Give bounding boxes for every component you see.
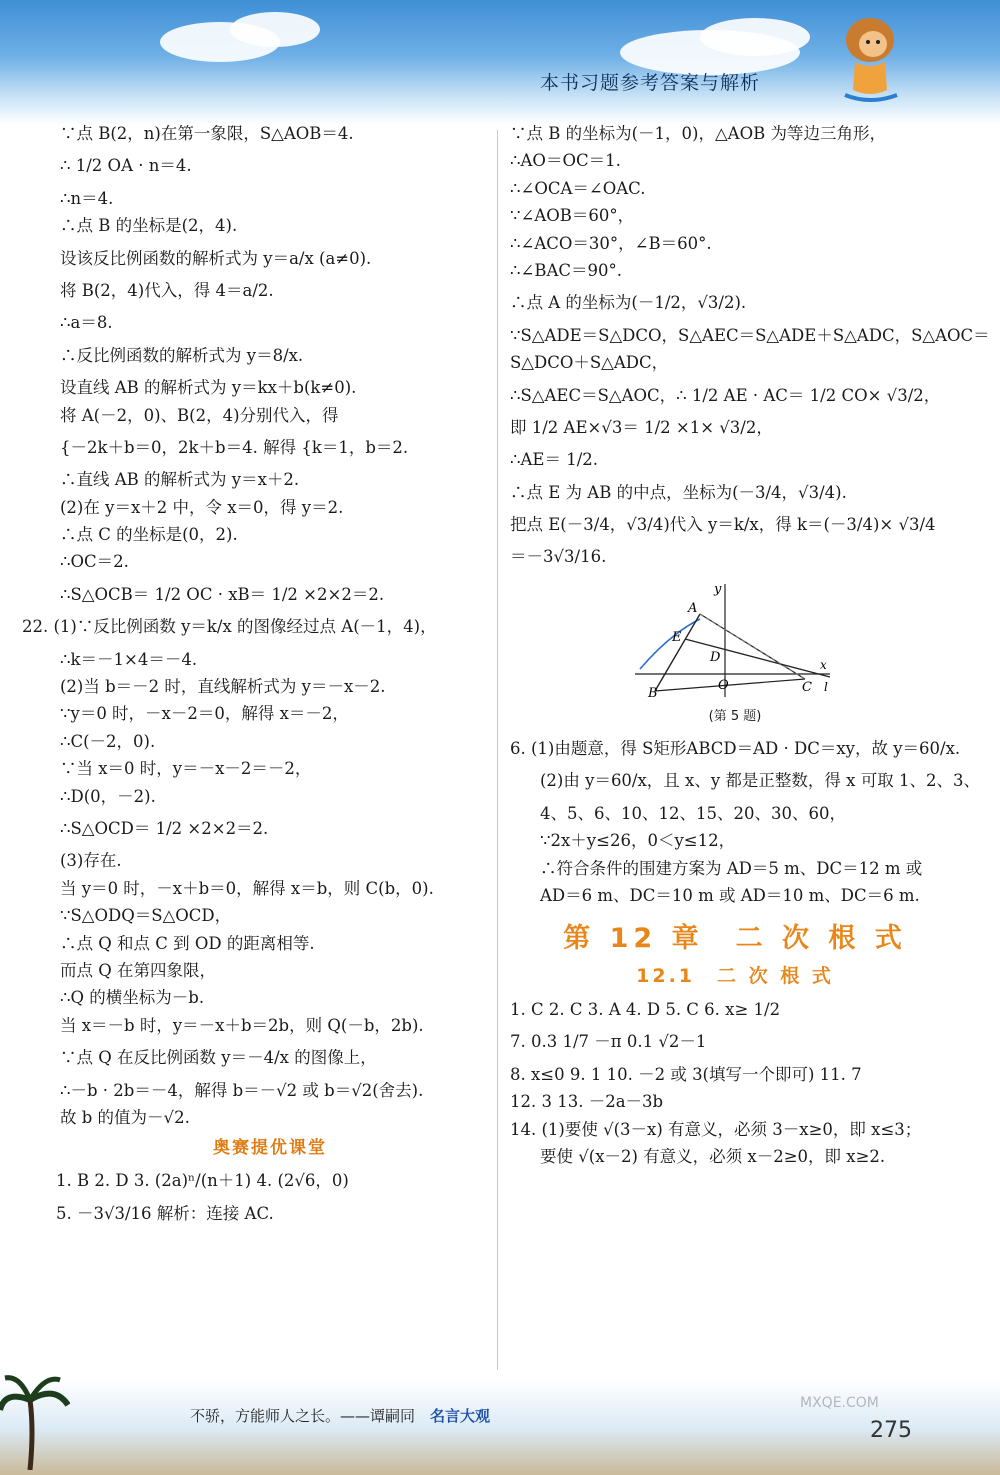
solution-line: ∴ 1/2 OA · n＝4. [60,156,192,176]
solution-line: ∴S△AEC＝S△AOC，∴ 1/2 AE · AC＝ 1/2 CO× √3/2， [510,385,941,405]
cloud-decoration [230,12,320,47]
solution-line: ∵点 B 的坐标为(－1，0)，△AOB 为等边三角形， [510,124,886,143]
solution-line: S△DCO＋S△ADC， [510,353,669,373]
page-header [0,0,1000,125]
solution-line: ∴D(0，－2). [60,786,156,806]
geometry-figure [630,579,840,728]
solution-line: ∵点 B(2，n)在第一象限，S△AOB＝4. [60,124,354,143]
answer-line: 14. (1)要使 √(3－x) 有意义，必须 3－x≥0，即 x≤3； [510,1119,922,1139]
footer-motto: 不骄，方能师人之长。——谭嗣同 [190,1407,416,1425]
section-tag: 奥赛提优课堂 [213,1138,327,1159]
solution-line: ∵y＝0 时，－x－2＝0，解得 x＝－2， [60,704,349,724]
solution-line: ∴S△OCB＝ 1/2 OC · xB＝ 1/2 ×2×2＝2. [60,584,385,604]
solution-line: ∴AO＝OC＝1. [510,151,621,171]
right-column [510,120,990,1171]
solution-line: 将 B(2，4)代入，得 4＝a/2. [60,280,274,300]
solution-line: ∴C(－2，0). [60,731,156,751]
solution-line: 当 x＝－b 时，y＝－x＋b＝2b，则 Q(－b，2b). [60,1015,424,1035]
solution-line: ＝－3√3/16. [510,547,607,567]
solution-line: ∴反比例函数的解析式为 y＝8/x. [60,345,304,365]
solution-line: ∵点 Q 在反比例函数 y＝－4/x 的图像上， [60,1048,377,1068]
header-title: 本书习题参考答案与解析 [540,72,761,94]
solution-line: 设该反比例函数的解析式为 y＝a/x (a≠0). [60,248,372,268]
solution-line: ∴a＝8. [60,313,113,333]
solution-line: ∵S△ODQ＝S△OCD， [60,906,232,926]
figure-label: A [688,600,698,616]
figure-label: x [820,657,827,672]
solution-line: ∴符合条件的围建方案为 AD＝5 m、DC＝12 m 或 [540,858,923,878]
solution-line: ∴直线 AB 的解析式为 y＝x＋2. [60,470,300,490]
solution-line: ∴点 B 的坐标是(2，4). [60,216,238,236]
figure-label: y [714,581,722,597]
figure-label: E [672,629,682,645]
footer-motto-tag: 名言大观 [430,1407,491,1425]
figure-label: C [802,679,812,695]
solution-line: ∴∠OCA＝∠OAC. [510,178,646,198]
solution-line: 将 A(－2，0)、B(2，4)分别代入，得 [60,405,339,425]
solution-line: ∴k＝－1×4＝－4. [60,649,198,669]
solution-line: ∴∠BAC＝90°. [510,260,622,280]
solution-line: ∴点 C 的坐标是(0，2). [60,525,238,545]
solution-line: ∴∠ACO＝30°，∠B＝60°. [510,233,712,253]
equation-system: {－2k＋b＝0，2k＋b＝4. 解得 {k＝1，b＝2. [60,437,409,457]
solution-line: 把点 E(－3/4，√3/4)代入 y＝k/x，得 k＝(－3/4)× √3/4 [510,515,936,535]
column-divider [497,130,498,1370]
solution-line: (3)存在. [60,851,122,871]
answer-line: 12. 3 13. －2a－3b [510,1092,664,1112]
solution-line: ∵S△ADE＝S△DCO，S△AEC＝S△ADE＋S△ADC，S△AOC＝ [510,325,990,345]
chapter-title: 第 12 章 二 次 根 式 [563,923,907,955]
palm-tree-icon [0,1370,70,1470]
figure-label: D [710,649,721,665]
figure-caption: (第 5 题) [708,709,762,725]
solution-line: 即 1/2 AE×√3＝ 1/2 ×1× √3/2， [510,417,773,437]
solution-line: 故 b 的值为－√2. [60,1107,190,1127]
figure-label: l [824,679,828,694]
problem-6-line: 6. (1)由题意，得 S矩形ABCD＝AD · DC＝xy，故 y＝60/x. [510,739,961,759]
section-title: 12.1 二 次 根 式 [636,964,834,987]
solution-line: ∴点 A 的坐标为(－1/2，√3/2). [510,293,747,313]
solution-line: 而点 Q 在第四象限， [60,960,217,980]
watermark: MXQE.COM [800,1395,879,1411]
answer-line: 7. 0.3 1/7 －π 0.1 √2－1 [510,1032,707,1052]
answer-line: 5. －3√3/16 解析：连接 AC. [56,1203,274,1223]
solution-line: ∴AE＝ 1/2. [510,450,599,470]
solution-line: ∴点 Q 和点 C 到 OD 的距离相等. [60,933,315,953]
solution-line: (2)由 y＝60/x，且 x、y 都是正整数，得 x 可取 1、2、3、 [540,771,980,791]
solution-line: ∴OC＝2. [60,552,129,572]
figure-diagram [630,579,840,699]
mascot-icon [825,10,915,110]
solution-line: 设直线 AB 的解析式为 y＝kx＋b(k≠0). [60,378,357,398]
solution-line: ∵当 x＝0 时，y＝－x－2＝－2， [60,759,312,779]
solution-line: ∵∠AOB＝60°， [510,206,635,226]
answer-line: 8. x≤0 9. 1 10. －2 或 3(填写一个即可) 11. 7 [510,1064,862,1084]
left-column [22,120,480,1233]
solution-line: AD＝6 m、DC＝10 m 或 AD＝10 m、DC＝6 m. [540,886,920,905]
solution-line: ∴Q 的横坐标为－b. [60,988,205,1008]
figure-label: B [648,685,658,699]
solution-line: ∴点 E 为 AB 的中点，坐标为(－3/4，√3/4). [510,482,847,502]
solution-line: (2)当 b＝－2 时，直线解析式为 y＝－x－2. [60,677,386,697]
answer-line: 1. C 2. C 3. A 4. D 5. C 6. x≥ 1/2 [510,999,781,1019]
answer-line: 要使 √(x－2) 有意义，必须 x－2≥0，即 x≥2. [540,1146,886,1166]
solution-line: ∵2x＋y≤26，0＜y≤12， [540,831,736,851]
solution-line: ∴n＝4. [60,188,114,208]
solution-line: 当 y＝0 时，－x＋b＝0，解得 x＝b，则 C(b，0). [60,878,434,898]
solution-line: 4、5、6、10、12、15、20、30、60， [540,803,846,823]
page-number: 275 [870,1418,912,1443]
solution-line: ∴S△OCD＝ 1/2 ×2×2＝2. [60,818,269,838]
figure-label: O [718,677,729,693]
answer-line: 1. B 2. D 3. (2a)ⁿ/(n＋1) 4. (2√6，0) [56,1171,349,1191]
problem-22-line: 22. (1)∵反比例函数 y＝k/x 的图像经过点 A(－1，4)， [22,617,437,637]
cloud-decoration [700,18,810,56]
solution-line: (2)在 y＝x＋2 中，令 x＝0，得 y＝2. [60,497,344,517]
solution-line: ∴－b · 2b＝－4，解得 b＝－√2 或 b＝√2(舍去). [60,1080,424,1100]
